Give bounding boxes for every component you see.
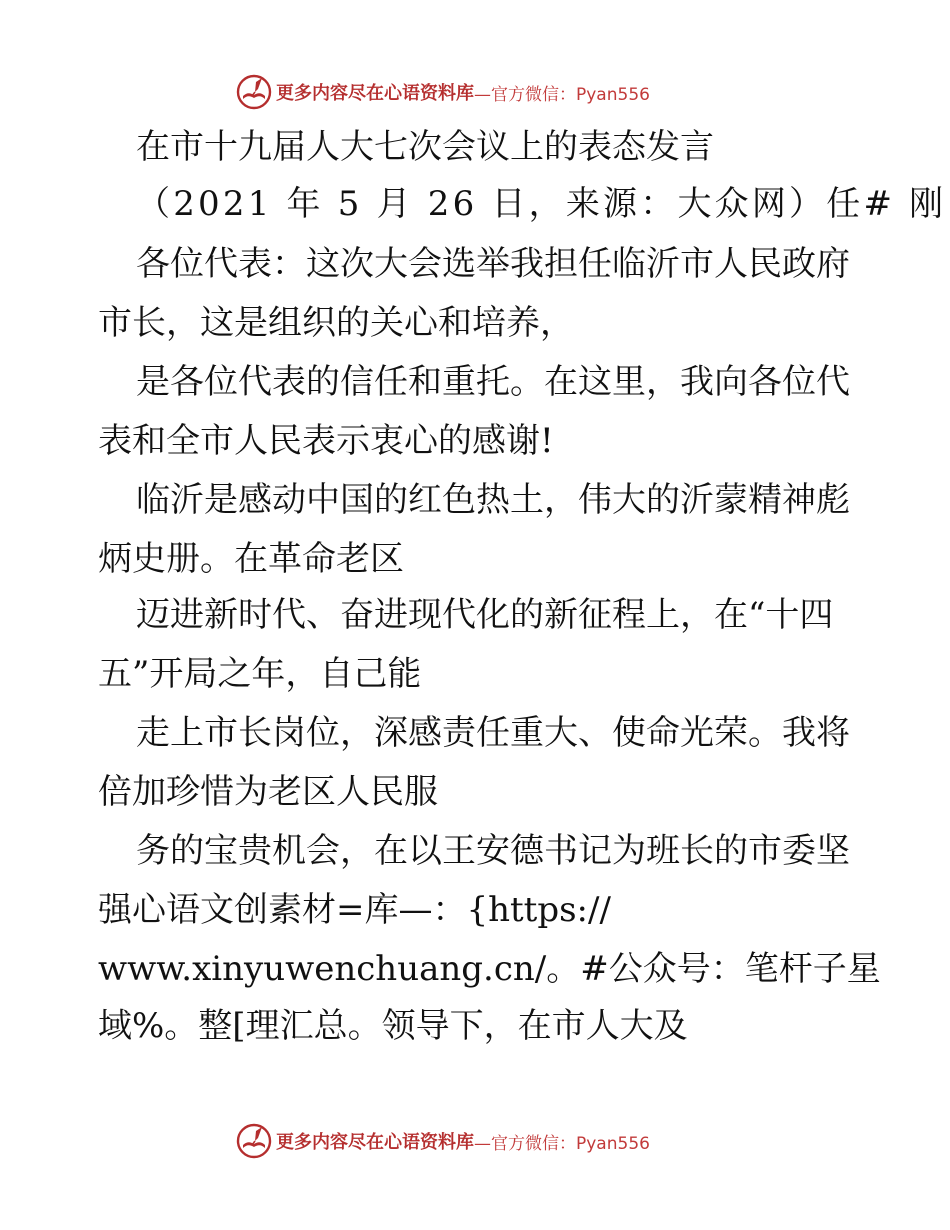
- body-line: 临沂是感动中国的红色热土，伟大的沂蒙精神彪: [136, 480, 850, 520]
- body-line: 倍加珍惜为老区人民服: [98, 772, 438, 812]
- body-line: 市长，这是组织的关心和培养，: [98, 303, 574, 343]
- byline-text: （2021 年 5 月 26 日，来源：大众网）任# 刚: [136, 184, 947, 224]
- body-line: 迈进新时代、奋进现代化的新征程上，在“十四: [136, 595, 834, 635]
- body-line: 强心语文创素材=库—：{https://: [98, 890, 611, 930]
- body-line: www.xinyuwenchuang.cn/。#公众号：笔杆子星: [98, 949, 881, 989]
- banner-wechat-text: —官方微信：Pyan556: [474, 1133, 650, 1154]
- header-banner: [236, 72, 650, 112]
- footer-banner: [236, 1121, 650, 1161]
- document-byline: [136, 184, 947, 224]
- banner-wechat-text: —官方微信：Pyan556: [474, 84, 650, 105]
- banner-brand-text: 更多内容尽在心语资料库: [276, 83, 474, 104]
- book-quill-logo-icon: [236, 74, 272, 110]
- body-line: 各位代表：这次大会选举我担任临沂市人民政府: [136, 244, 850, 284]
- book-quill-logo-icon: [236, 1123, 272, 1159]
- body-line: 五”开局之年，自己能: [98, 654, 422, 694]
- banner-brand-text: 更多内容尽在心语资料库: [276, 1132, 474, 1153]
- document-title: 在市十九届人大七次会议上的表态发言: [136, 127, 714, 167]
- body-line: 是各位代表的信任和重托。在这里，我向各位代: [136, 362, 850, 402]
- body-line: 域%。整[理汇总。领导下，在市人大及: [98, 1006, 688, 1046]
- body-line: 走上市长岗位，深感责任重大、使命光荣。我将: [136, 713, 850, 753]
- body-line: 务的宝贵机会，在以王安德书记为班长的市委坚: [136, 831, 850, 871]
- body-line: 炳史册。在革命老区: [98, 539, 404, 579]
- body-line: 表和全市人民表示衷心的感谢!: [98, 421, 554, 461]
